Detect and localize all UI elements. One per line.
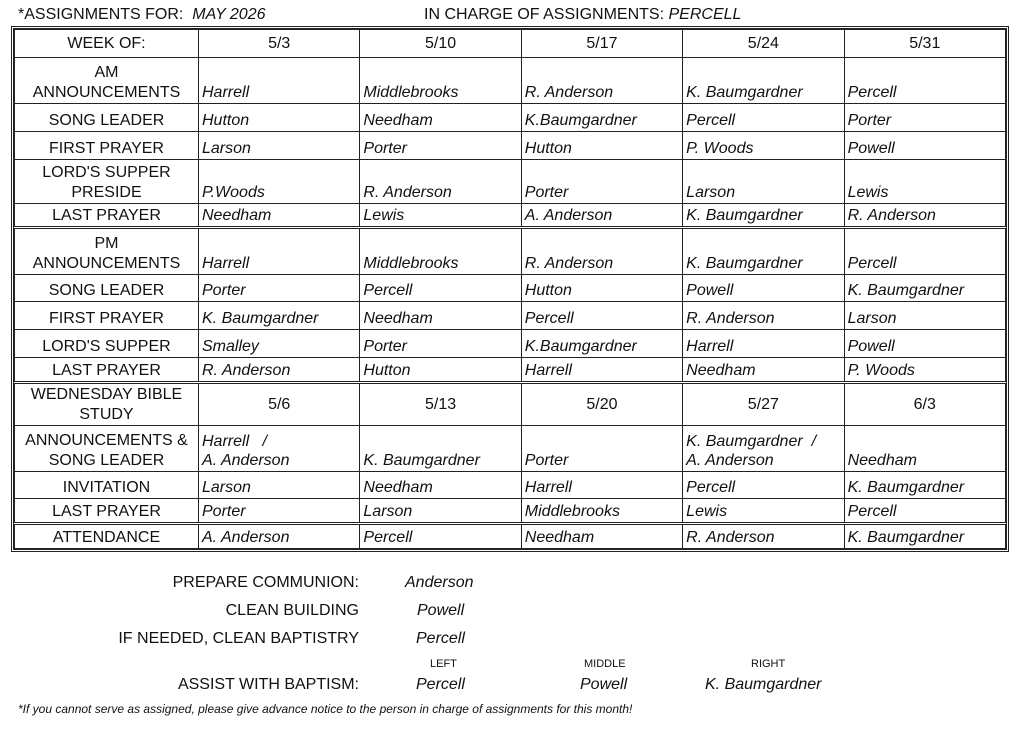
assignee-line: A. Anderson (202, 452, 290, 469)
assignee-line: Needham (847, 452, 917, 469)
wednesday-date: 6/3 (844, 383, 1005, 426)
row-label-line: LORD'S SUPPER (42, 338, 171, 355)
row-label-line: PM (94, 235, 119, 252)
table-row (15, 132, 1006, 160)
assignee-line: Harrell / (202, 433, 267, 450)
assignee-line: Porter (524, 452, 569, 469)
in-charge-heading (424, 5, 741, 25)
week-date: 5/10 (360, 30, 521, 58)
assignee-cell (683, 426, 844, 472)
assignee-cell: K. Baumgardner (683, 228, 844, 275)
row-label-line: SONG LEADER (48, 452, 165, 469)
assignee-cell: Porter (844, 104, 1005, 132)
row-label-line: PRESIDE (71, 184, 142, 201)
pm-duty-label (15, 228, 199, 275)
prepare-communion-label: PREPARE COMMUNION: (172, 574, 359, 591)
week-of-label: WEEK OF: (15, 30, 199, 58)
assignee-cell: K. Baumgardner (199, 302, 360, 330)
in-charge-name: PERCELL (668, 6, 742, 23)
assignee-cell: Hutton (521, 132, 682, 160)
assignee-cell (360, 426, 521, 472)
assignee-cell: K.Baumgardner (521, 104, 682, 132)
assignee-cell: Percell (683, 104, 844, 132)
assignee-line: Lewis (686, 503, 728, 520)
assignee-cell: A. Anderson (199, 524, 360, 549)
assignee-cell: Hutton (360, 358, 521, 383)
table-row (15, 524, 1006, 549)
assignee-cell: Larson (683, 160, 844, 204)
assignee-line: Larson (363, 503, 413, 520)
baptism-right-name: K. Baumgardner (705, 676, 822, 693)
assignee-cell: Porter (199, 275, 360, 302)
assignee-cell (683, 472, 844, 499)
wednesday-date: 5/20 (521, 383, 682, 426)
wednesday-date: 5/13 (360, 383, 521, 426)
pm-duty-label (15, 275, 199, 302)
assignee-cell: R. Anderson (683, 302, 844, 330)
assignee-line: K. Baumgardner (363, 452, 480, 469)
row-label-line: LORD'S SUPPER (42, 164, 171, 181)
assignee-cell: Powell (844, 330, 1005, 358)
assignee-cell: R. Anderson (521, 58, 682, 104)
baptism-position-middle: MIDDLE (584, 658, 626, 670)
assignments-for-label: *ASSIGNMENTS FOR: (18, 6, 184, 23)
table-row (15, 228, 1006, 275)
pm-duty-label (15, 302, 199, 330)
week-date: 5/3 (199, 30, 360, 58)
wednesday-duty-label (15, 499, 199, 524)
assignee-cell: Needham (360, 104, 521, 132)
assignee-line: K. Baumgardner (847, 479, 965, 496)
assignee-cell: Percell (360, 524, 521, 549)
assignee-line: Middlebrooks (524, 503, 620, 520)
week-date: 5/17 (521, 30, 682, 58)
table-row (15, 30, 1006, 58)
week-date: 5/24 (683, 30, 844, 58)
row-label-line: LAST PRAYER (52, 503, 161, 520)
assignee-cell: Powell (683, 275, 844, 302)
assignee-cell: Lewis (844, 160, 1005, 204)
row-label-line: INVITATION (62, 479, 151, 496)
assignee-line: Percell (847, 503, 897, 520)
assignee-cell: R. Anderson (844, 204, 1005, 228)
wednesday-duty-label (15, 426, 199, 472)
prepare-communion-value: Anderson (405, 574, 474, 591)
assignee-cell (199, 426, 360, 472)
row-label-line: SONG LEADER (48, 112, 165, 129)
wednesday-duty-label (15, 472, 199, 499)
assignee-cell: R. Anderson (199, 358, 360, 383)
assignee-cell: R. Anderson (360, 160, 521, 204)
assignee-cell: Percell (521, 302, 682, 330)
assignee-cell (521, 499, 682, 524)
table-row (15, 426, 1006, 472)
table-row (15, 204, 1006, 228)
assignee-cell: K. Baumgardner (844, 524, 1005, 549)
clean-building-value: Powell (417, 602, 465, 619)
am-duty-label (15, 160, 199, 204)
assignee-cell: K. Baumgardner (683, 204, 844, 228)
assignee-cell: R. Anderson (683, 524, 844, 549)
assignee-cell (683, 499, 844, 524)
assignee-cell: Harrell (683, 330, 844, 358)
assignee-cell: Harrell (199, 58, 360, 104)
assignee-line (363, 432, 517, 451)
assignee-cell: P. Woods (844, 358, 1005, 383)
assignments-for-heading (18, 5, 265, 25)
assignment-table (11, 26, 1009, 552)
assignee-cell (199, 499, 360, 524)
row-label-line: FIRST PRAYER (49, 310, 164, 327)
table-row (15, 58, 1006, 104)
assignee-cell: Middlebrooks (360, 228, 521, 275)
assignee-cell: Harrell (521, 358, 682, 383)
assignee-cell: Percell (844, 58, 1005, 104)
week-date: 5/31 (844, 30, 1005, 58)
am-duty-label (15, 132, 199, 160)
row-label-line: LAST PRAYER (52, 207, 161, 224)
assignee-cell (844, 426, 1005, 472)
baptism-middle-name: Powell (580, 676, 628, 693)
table-row (15, 104, 1006, 132)
pm-duty-label (15, 330, 199, 358)
row-label-line: ANNOUNCEMENTS (32, 255, 181, 272)
assignee-cell: K. Baumgardner (844, 275, 1005, 302)
assignee-cell: K.Baumgardner (521, 330, 682, 358)
assignee-line (525, 432, 679, 451)
row-label-line: AM (94, 64, 119, 81)
assignee-cell: Needham (360, 302, 521, 330)
assignee-cell: Larson (844, 302, 1005, 330)
assignee-line (848, 432, 1002, 451)
clean-baptistry-label: IF NEEDED, CLEAN BAPTISTRY (118, 630, 359, 647)
assignee-line: K. Baumgardner / (686, 433, 817, 450)
wednesday-bible-study-label (15, 383, 199, 426)
row-label-line: STUDY (79, 406, 134, 423)
row-label-line: ANNOUNCEMENTS & (25, 432, 188, 449)
assignee-cell (360, 472, 521, 499)
am-duty-label (15, 58, 199, 104)
assignee-cell (844, 499, 1005, 524)
clean-baptistry-value: Percell (416, 630, 465, 647)
assignee-line: Larson (202, 479, 251, 496)
row-label-line: ANNOUNCEMENTS (32, 84, 181, 101)
assignee-cell (521, 426, 682, 472)
assignee-cell: Powell (844, 132, 1005, 160)
assignee-line: Needham (363, 479, 433, 496)
attendance-label: ATTENDANCE (15, 524, 199, 549)
table-row (15, 383, 1006, 426)
table-row (15, 358, 1006, 383)
footer-note: *If you cannot serve as assigned, please give advance notice to the person in charge of assignments for this month! (18, 702, 633, 716)
assignee-cell (199, 472, 360, 499)
assist-baptism-label: ASSIST WITH BAPTISM: (177, 676, 359, 693)
row-label-line: WEDNESDAY BIBLE (30, 386, 183, 403)
assignee-cell: Hutton (521, 275, 682, 302)
assignee-cell: R. Anderson (521, 228, 682, 275)
table-row (15, 160, 1006, 204)
assignee-cell: Harrell (199, 228, 360, 275)
assignee-line: Harrell (524, 479, 572, 496)
assignee-cell: Needham (199, 204, 360, 228)
in-charge-label: IN CHARGE OF ASSIGNMENTS: (424, 6, 665, 23)
assignee-line: Percell (686, 479, 736, 496)
baptism-position-right: RIGHT (751, 658, 786, 670)
assignee-cell (844, 472, 1005, 499)
wednesday-date: 5/6 (199, 383, 360, 426)
assignee-cell: Middlebrooks (360, 58, 521, 104)
assignee-cell: Percell (844, 228, 1005, 275)
row-label-line: LAST PRAYER (52, 362, 161, 379)
assignee-cell: Porter (521, 160, 682, 204)
am-duty-label (15, 104, 199, 132)
assignee-cell: Needham (521, 524, 682, 549)
assignee-line: Porter (202, 503, 246, 520)
assignee-cell: Smalley (199, 330, 360, 358)
assignee-cell: P. Woods (683, 132, 844, 160)
baptism-position-left: LEFT (430, 658, 457, 670)
assignee-cell: Needham (683, 358, 844, 383)
assignee-cell: A. Anderson (521, 204, 682, 228)
row-label-line: FIRST PRAYER (49, 140, 164, 157)
assignee-line: A. Anderson (686, 452, 774, 469)
assignee-cell: Porter (360, 330, 521, 358)
am-duty-label (15, 204, 199, 228)
assignee-cell (360, 499, 521, 524)
assignee-cell: Lewis (360, 204, 521, 228)
table-row (15, 302, 1006, 330)
assignee-cell: K. Baumgardner (683, 58, 844, 104)
clean-building-label: CLEAN BUILDING (225, 602, 359, 619)
row-label-line: SONG LEADER (48, 282, 165, 299)
table-row (15, 472, 1006, 499)
wednesday-date: 5/27 (683, 383, 844, 426)
baptism-left-name: Percell (416, 676, 465, 693)
assignee-cell: Porter (360, 132, 521, 160)
pm-duty-label (15, 358, 199, 383)
assignee-cell: Percell (360, 275, 521, 302)
assignee-cell: Hutton (199, 104, 360, 132)
assignee-cell: P.Woods (199, 160, 360, 204)
assignments-month: MAY 2026 (192, 6, 266, 23)
assignee-cell: Larson (199, 132, 360, 160)
table-row (15, 330, 1006, 358)
table-row (15, 275, 1006, 302)
assignee-cell (521, 472, 682, 499)
table-row (15, 499, 1006, 524)
